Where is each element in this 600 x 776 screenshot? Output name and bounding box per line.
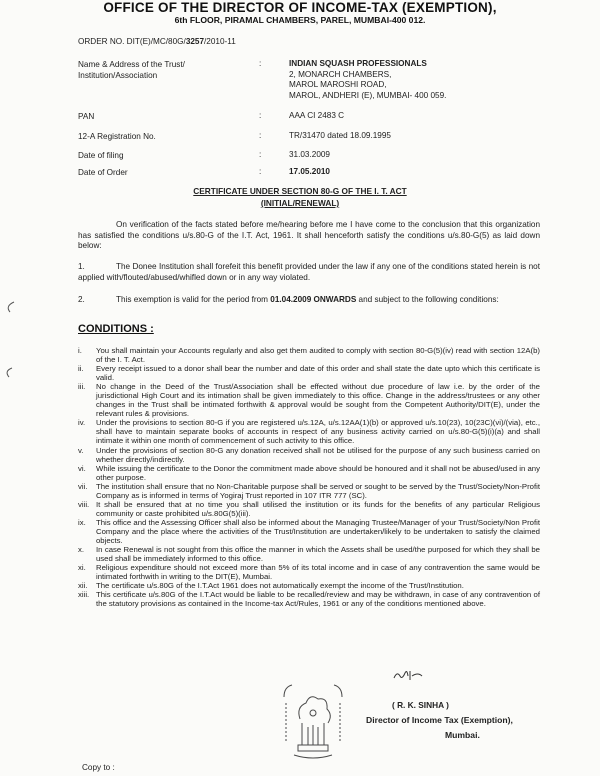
- colon: :: [259, 167, 262, 176]
- condition-number: iii.: [78, 382, 86, 392]
- condition-item: [78, 563, 540, 581]
- registration-label: 12-A Registration No.: [78, 132, 156, 141]
- colon: :: [259, 111, 262, 120]
- order-number: ORDER NO. DIT(E)/MC/80G/3257/2010-11: [78, 37, 236, 46]
- para-2-number: 2.: [78, 295, 85, 304]
- registration-value: TR/31470 dated 18.09.1995: [289, 131, 391, 140]
- condition-item: [78, 482, 540, 500]
- condition-number: iv.: [78, 418, 86, 428]
- condition-number: i.: [78, 346, 82, 355]
- condition-number: ix.: [78, 517, 86, 527]
- order-date-label: Date of Order: [78, 168, 128, 177]
- condition-item: [78, 364, 540, 382]
- condition-text: Religious expenditure should not exceed more than 5% of its total income and in case of any contravention the same would be intimated forthwith in writing to the DIT(E), Mumbai.: [96, 563, 540, 582]
- signatory-city: Mumbai.: [445, 730, 480, 740]
- condition-item: [78, 446, 540, 464]
- office-title: OFFICE OF THE DIRECTOR OF INCOME-TAX (EXEMPTION),: [103, 0, 497, 15]
- condition-number: v.: [78, 445, 84, 455]
- condition-item: [78, 590, 540, 608]
- condition-number: vi.: [78, 463, 86, 473]
- intro-paragraph: On verification of the facts stated before me/hearing before me I have come to the conclusion that this organization has satisfied the conditions u/s.80-G of the I.T. Act, 1961. It shall henceforth satisfy the conditions u/s.80-G(5) as laid down below:: [78, 220, 540, 250]
- condition-number: vii.: [78, 481, 88, 491]
- colon: :: [259, 150, 262, 159]
- condition-number: ii.: [78, 364, 84, 374]
- handwritten-signature: [392, 668, 424, 682]
- condition-number: xi.: [78, 563, 86, 573]
- condition-text: The certificate u/s.80G of the I.T.Act 1961 does not automatically exempt the income of the Trust/Institution.: [96, 581, 464, 591]
- punch-holes: [0, 290, 30, 390]
- trust-name: INDIAN SQUASH PROFESSIONALS: [289, 59, 427, 68]
- pan-value: AAA CI 2483 C: [289, 111, 345, 120]
- condition-item: [78, 418, 540, 445]
- colon: :: [259, 59, 262, 68]
- condition-text: Every receipt issued to a donor shall bear the number and date of this order and shall state the date upto which this certificate is valid.: [96, 364, 540, 383]
- conditions-list: [78, 346, 540, 608]
- condition-text: Under the provisions to section 80-G if you are registered u/s.12A, u/s.12AA(1)(b) or approved u/s.10(23), 10(23C)(vi)/(via), etc., shall have to maintain separate books of accounts in respect of any business activity carried on u/s.80-G(5)(i)(a) and shall intimate it within one month of commencement of such activity to this office.: [96, 418, 540, 446]
- condition-text: In case Renewal is not sought from this office the manner in which the Assets shall be used/the purposed for which they shall be used shall be immediately informed to this office.: [96, 545, 540, 564]
- condition-text: You shall maintain your Accounts regularly and also get them audited to comply with section 80-G(5)(iv) read with section 12A(b) of the I. T. Act.: [96, 346, 540, 365]
- certificate-title: CERTIFICATE UNDER SECTION 80-G OF THE I. T. ACT: [193, 186, 407, 196]
- para-1: The Donee Institution shall forefeit this benefit provided under the law if any one of the conditions stated herein is not applied with/flouted/abused/whifled down or in any way violated.: [78, 262, 540, 282]
- para-2: This exemption is valid for the period from 01.04.2009 ONWARDS and subject to the following conditions:: [116, 295, 499, 304]
- condition-text: The institution shall ensure that no Non-Charitable purpose shall be served or sought to be served by the Trust/Society/Non-Profit Company as is informed in terms of Yogiraj Trust reported in 107 ITR 777 (SC).: [96, 481, 540, 500]
- condition-number: x.: [78, 545, 85, 555]
- order-date-value: 17.05.2010: [289, 167, 330, 176]
- trust-address: INDIAN SQUASH PROFESSIONALS 2, MONARCH CHAMBERS, MAROL MAROSHI ROAD, MAROL, ANDHERI (E), MUMBAI- 400 059.: [289, 59, 447, 100]
- condition-text: This certificate u/s.80G of the I.T.Act would be liable to be recalled/review and may be withdrawn, in case of any contravention of the statutory provisions as contained in the Income-tax Act/Rules, 1961 or any of the conditions mentioned above.: [96, 590, 540, 609]
- condition-item: [78, 581, 540, 590]
- condition-text: No change in the Deed of the Trust/Association shall be effected without due procedure of law i.e. by the order of the jurisdictional High Court and its intimation shall be given immediately to this office. Change in the address/trustees or any other changes in the Trust shall be intimated forthwith & approval would be sought from the Competent Authority/DIT(E), under the relevant rules & provisions.: [96, 382, 540, 419]
- condition-number: xiii.: [78, 590, 90, 600]
- condition-item: [78, 346, 540, 364]
- filing-label: Date of filing: [78, 151, 124, 160]
- colon: :: [259, 131, 262, 140]
- filing-value: 31.03.2009: [289, 150, 330, 159]
- condition-item: [78, 500, 540, 518]
- signatory-title: Director of Income Tax (Exemption),: [366, 715, 513, 725]
- pan-label: PAN: [78, 112, 95, 121]
- signatory-name: ( R. K. SINHA ): [392, 700, 449, 710]
- condition-number: xii.: [78, 581, 88, 591]
- para-1-number: 1.: [78, 262, 85, 271]
- conditions-heading: CONDITIONS :: [78, 323, 154, 335]
- office-address: 6th FLOOR, PIRAMAL CHAMBERS, PAREL, MUMBAI-400 012.: [174, 15, 426, 25]
- condition-text: Under the provisions of section 80-G any donation received shall not be utilised for the purpose of any such business carried on whether directly/indirectly.: [96, 445, 540, 464]
- condition-item: [78, 382, 540, 418]
- trust-label: Name & Address of the Trust/ Institution/Association: [78, 60, 185, 80]
- condition-text: This office and the Assessing Officer shall also be informed about the Managing Trustee/Manager of your Trust/Society/Non Profit Company and the place where the activities of the Trust/Institution are undertaken/likely to be undertaken to satisfy the claimed objects.: [96, 517, 540, 545]
- official-stamp: [278, 683, 348, 767]
- condition-text: It shall be ensured that at no time you shall utilised the institution or its funds for the benefits of any particular Religious community or caste prohibited u/s.80G(5)(iii).: [96, 499, 540, 518]
- condition-item: [78, 518, 540, 545]
- condition-item: [78, 545, 540, 563]
- certificate-subtitle: (INITIAL/RENEWAL): [260, 198, 340, 208]
- copy-to: Copy to :: [82, 763, 115, 772]
- condition-number: viii.: [78, 499, 90, 509]
- condition-item: [78, 464, 540, 482]
- condition-text: While issuing the certificate to the Donor the commitment made above should be honoured and it shall not be abused/used in any other purpose.: [96, 463, 540, 482]
